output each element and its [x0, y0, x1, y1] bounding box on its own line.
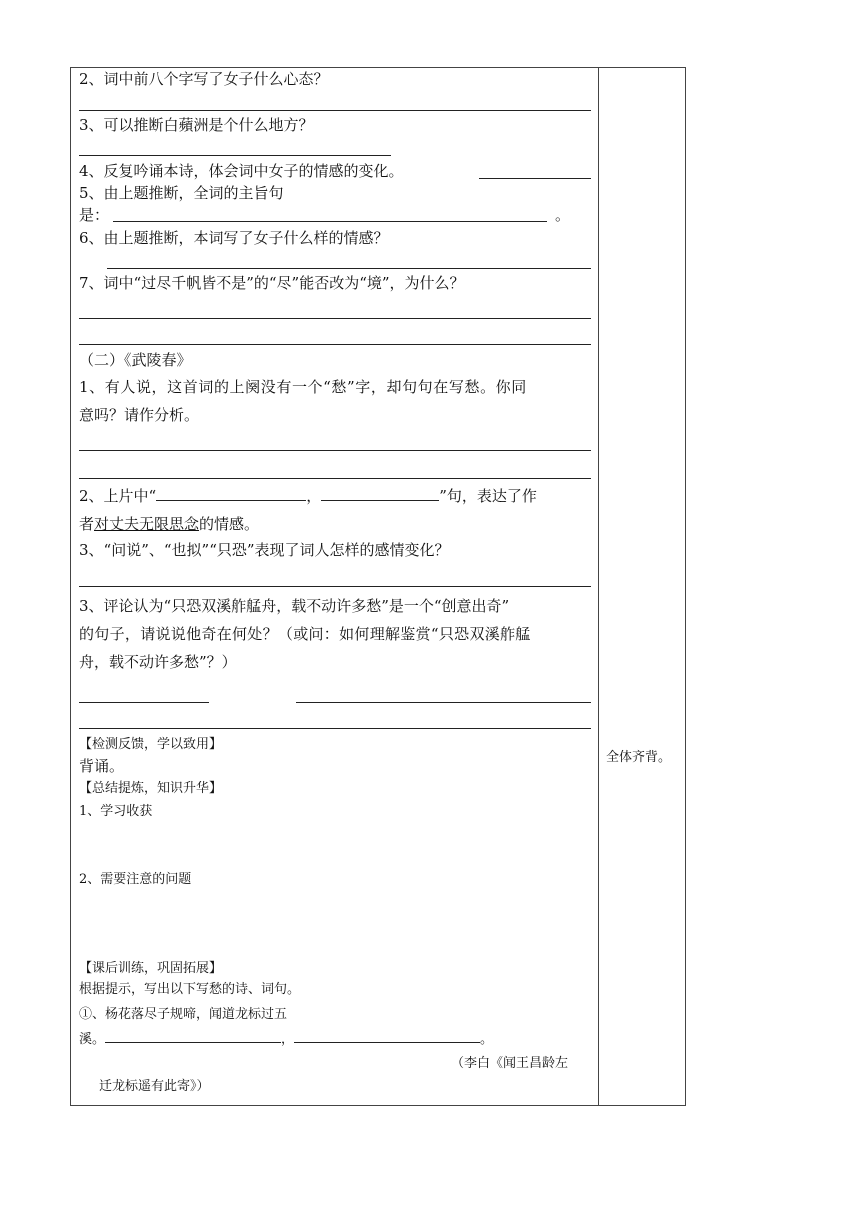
s2-question-2-post: 的情感。 [199, 515, 260, 533]
answer-line [79, 318, 591, 319]
s2-question-2-line2 [79, 514, 259, 534]
item-prefix: 溪。 [79, 1032, 106, 1047]
summary-item-2: 2、需要注意的问题 [79, 872, 192, 887]
item-end: 。 [480, 1032, 494, 1047]
answer-line [79, 155, 391, 156]
after-class-item-1: ①、杨花落尽子规啼，闻道龙标过五 [79, 1007, 288, 1022]
s2-question-2-comma: ， [306, 487, 322, 505]
column-divider-inner [598, 68, 599, 1105]
s2-question-2-prefix: 2、上片中“ [79, 487, 157, 505]
answer-line [107, 268, 591, 269]
question-3: 3、可以推断白蘋洲是个什么地方？ [79, 116, 314, 134]
s2-question-3b-cont: 的句子，请说说他奇在何处？（或问：如何理解鉴赏“只恐双溪舴艋 [79, 625, 531, 643]
s2-question-2-suffix: ”句，表达了作 [439, 487, 537, 505]
s2-question-3b-cont2: 舟，载不动许多愁”？） [79, 653, 237, 671]
answer-line [79, 586, 591, 587]
after-class-intro: 根据提示，写出以下写愁的诗、词句。 [79, 982, 301, 997]
answer-line [479, 178, 591, 179]
s2-question-3: 3、“问说”、“也拟”“只恐”表现了词人怎样的感情变化？ [79, 541, 450, 559]
s2-question-1-cont: 意吗？请作分析。 [79, 406, 200, 424]
s2-question-3b: 3、评论认为“只恐双溪舴艋舟，载不动许多愁”是一个“创意出奇” [79, 597, 510, 615]
answer-line [79, 702, 209, 703]
question-2: 2、词中前八个字写了女子什么心态？ [79, 70, 329, 88]
answer-line [79, 344, 591, 345]
answer-line [113, 221, 547, 222]
summary-heading: 【总结提炼，知识升华】 [79, 781, 223, 796]
worksheet-table [70, 67, 686, 1106]
after-class-heading: 【课后训练，巩固拓展】 [79, 961, 223, 976]
fill-blank [156, 486, 306, 501]
fill-blank [105, 1029, 281, 1043]
answer-line [79, 110, 591, 111]
after-class-item-1-line2 [79, 1029, 493, 1050]
question-4: 4、反复吟诵本诗，体会词中女子的情感的变化。 [79, 162, 404, 180]
feedback-heading: 【检测反馈，学以致用】 [79, 737, 223, 752]
section-title: （二）《武陵春》 [79, 351, 192, 369]
poem-source-cont: 迁龙标遥有此寄》） [99, 1079, 210, 1094]
answer-line [79, 478, 591, 479]
fill-blank [321, 486, 439, 501]
s2-question-2-underlined: 对丈夫无限思念 [94, 515, 200, 533]
answer-line [79, 450, 591, 451]
answer-line [296, 702, 591, 703]
summary-item-1: 1、学习收获 [79, 804, 153, 819]
question-6: 6、由上题推断，本词写了女子什么样的情感？ [79, 229, 389, 247]
feedback-text: 背诵。 [79, 757, 125, 775]
answer-line [79, 728, 591, 729]
right-cell-note: 全体齐背。 [606, 750, 672, 765]
poem-source: （李白《闻王昌龄左 [451, 1056, 569, 1071]
item-comma: ， [281, 1032, 295, 1047]
s2-question-1: 1、有人说，这首词的上阕没有一个“愁”字，却句句在写愁。你同 [79, 378, 527, 396]
question-7: 7、词中“过尽千帆皆不是”的“尽”能否改为“境”，为什么？ [79, 274, 465, 292]
fill-blank [294, 1029, 480, 1043]
s2-question-2-pre: 者 [79, 515, 95, 533]
s2-question-2 [79, 486, 537, 506]
question-5-suffix: 。 [555, 206, 571, 224]
question-5-prefix: 是： [79, 206, 110, 224]
question-5: 5、由上题推断，全词的主旨句 [79, 184, 284, 202]
